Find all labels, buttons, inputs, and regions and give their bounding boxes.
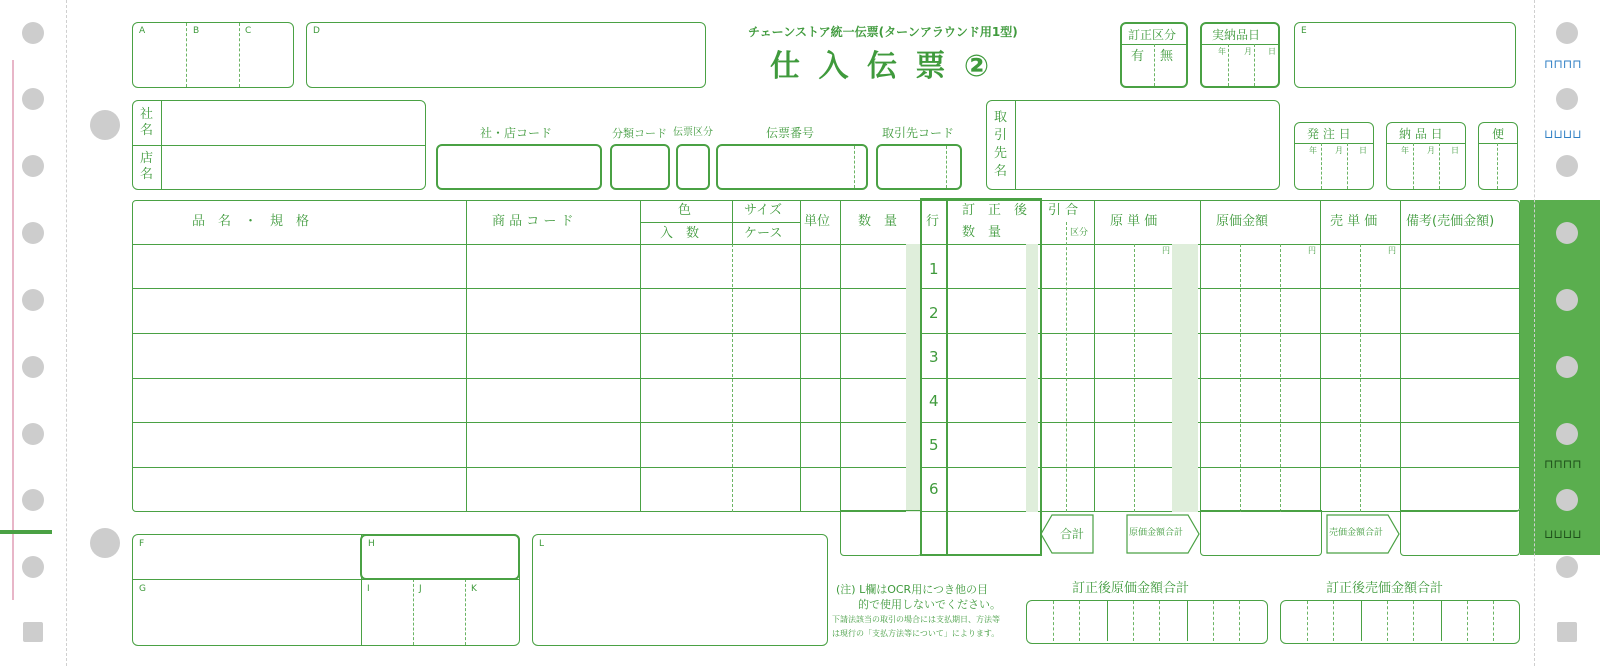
note-line-4: は現行の「支払方法等について」によります。 — [832, 629, 1000, 638]
left-pink-line — [12, 60, 14, 600]
slip-class-label: 伝票区分 — [673, 127, 713, 138]
h-box[interactable] — [360, 534, 520, 580]
note-line-1: (注) L欄はOCR用につき他の目 — [836, 583, 988, 596]
col-pull: 引 合 — [1048, 203, 1079, 218]
feed-hole — [22, 556, 44, 578]
corner-square — [1557, 622, 1577, 642]
corr-cost-total-field[interactable] — [1026, 600, 1268, 644]
company-label: 社名 — [140, 107, 154, 138]
sell-total-label: 売価金額合計 — [1329, 528, 1384, 538]
cost-total-label: 原価金額合計 — [1129, 528, 1184, 538]
col-quantity: 数 量 — [858, 214, 898, 229]
right-strip — [1534, 0, 1600, 666]
table-row-line — [132, 422, 1520, 423]
row-number-column — [920, 198, 948, 556]
feed-hole — [1556, 423, 1578, 445]
col-corrected-qty: 数 量 — [962, 225, 1002, 240]
feed-hole — [22, 489, 44, 511]
box-label-i: I — [367, 584, 370, 594]
box-label-k: K — [471, 584, 477, 594]
binding-hole — [90, 528, 120, 558]
corr-sell-total-label: 訂正後売価金額合計 — [1326, 581, 1444, 596]
perforation-line — [66, 0, 67, 666]
supplier-code-field[interactable] — [876, 144, 962, 190]
l-box[interactable] — [532, 534, 828, 646]
delivery-date-title: 納 品 日 — [1399, 127, 1443, 141]
form-subtitle: チェーンストア統一伝票(ターンアラウンド用1型) — [748, 25, 1018, 39]
cost-unit-shade — [1172, 244, 1198, 512]
row-number: 6 — [929, 480, 939, 498]
feed-hole — [1556, 489, 1578, 511]
e-box[interactable] — [1294, 22, 1516, 88]
box-label-l: L — [539, 539, 545, 549]
corr-sell-total-field[interactable] — [1280, 600, 1520, 644]
yen-mark: 円 — [1162, 246, 1170, 255]
left-strip — [0, 0, 66, 666]
slip-no-label: 伝票番号 — [766, 126, 815, 140]
feed-hole — [22, 222, 44, 244]
yen-mark: 円 — [1388, 246, 1396, 255]
col-cost-amount: 原価金額 — [1216, 214, 1269, 229]
order-date-box[interactable]: 発 注 日 年 月 日 — [1294, 122, 1374, 190]
supplier-name-label: 取引先名 — [994, 110, 1008, 179]
corner-square — [23, 622, 43, 642]
feed-hole — [1556, 556, 1578, 578]
company-store-box[interactable] — [132, 100, 426, 190]
col-pull-class: 区分 — [1070, 228, 1089, 238]
row-number: 2 — [929, 304, 939, 322]
row-number: 4 — [929, 392, 939, 410]
yen-mark: 円 — [1308, 246, 1316, 255]
total-button[interactable] — [1040, 514, 1094, 554]
row-number: 3 — [929, 348, 939, 366]
supplier-name-box[interactable] — [986, 100, 1280, 190]
order-date-title: 発 注 日 — [1307, 127, 1351, 141]
box-label-d: D — [313, 26, 320, 36]
col-product-code: 商 品 コ ー ド — [492, 214, 574, 229]
feed-hole — [1556, 88, 1578, 110]
d-box[interactable] — [306, 22, 706, 88]
col-remarks: 備考(売価金額) — [1406, 214, 1495, 229]
side-mark: ⊓⊓⊓⊓ — [1544, 57, 1582, 71]
box-label-j: J — [419, 584, 422, 594]
box-label-b: B — [193, 26, 200, 36]
col-row: 行 — [926, 214, 940, 229]
feed-hole — [1556, 222, 1578, 244]
col-corrected: 訂 正 後 — [962, 203, 1028, 218]
corrected-shade — [1026, 244, 1038, 512]
class-code-field[interactable] — [610, 144, 670, 190]
flight-label: 便 — [1492, 127, 1505, 141]
remarks-total-box[interactable] — [1400, 510, 1520, 556]
store-code-field[interactable] — [436, 144, 602, 190]
box-label-g: G — [139, 584, 146, 594]
side-mark: ⊔⊔⊔⊔ — [1544, 527, 1582, 541]
feed-hole — [22, 155, 44, 177]
col-size: サイズ — [744, 203, 782, 218]
store-code-label: 社・店コード — [480, 126, 553, 140]
box-label-h: H — [368, 539, 375, 549]
col-unit: 単位 — [804, 214, 831, 229]
feed-hole — [22, 423, 44, 445]
table-row-line — [132, 467, 1520, 468]
note-line-3: 下請法該当の取引の場合には支払期日、方法等 — [832, 615, 1000, 624]
perforation-line — [1534, 0, 1535, 666]
box-label-a: A — [139, 26, 146, 36]
side-mark: ⊔⊔⊔⊔ — [1544, 127, 1582, 141]
slip-class-field[interactable] — [676, 144, 710, 190]
store-label: 店名 — [140, 151, 154, 182]
side-mark: ⊓⊓⊓⊓ — [1544, 457, 1582, 471]
table-row-line — [132, 288, 1520, 289]
cost-amount-total-box[interactable] — [1200, 510, 1322, 556]
correction-box[interactable] — [1120, 22, 1188, 88]
box-label-f: F — [139, 539, 145, 549]
slip-no-field[interactable] — [716, 144, 868, 190]
abc-box[interactable] — [132, 22, 294, 88]
sell-total-button[interactable] — [1326, 514, 1400, 554]
box-label-c: C — [245, 26, 252, 36]
row-number: 1 — [929, 260, 939, 278]
feed-hole — [1556, 356, 1578, 378]
table-row-line — [132, 333, 1520, 334]
corr-cost-total-label: 訂正後原価金額合計 — [1072, 581, 1190, 596]
col-color: 色 — [678, 203, 692, 218]
col-sell-unit: 売 単 価 — [1330, 214, 1378, 229]
feed-hole — [22, 289, 44, 311]
col-name-spec: 品 名 ・ 規 格 — [192, 214, 310, 229]
note-line-2: 的で使用しないでください。 — [858, 598, 1001, 611]
cost-total-button[interactable] — [1126, 514, 1200, 554]
actual-delivery-box[interactable]: 実納品日 年 月 日 — [1200, 22, 1280, 88]
total-label: 合計 — [1060, 527, 1085, 541]
flight-box[interactable] — [1478, 122, 1518, 190]
correction-title: 訂正区分 — [1128, 28, 1177, 42]
binding-hole — [90, 110, 120, 140]
delivery-date-box[interactable]: 納 品 日 年 月 日 — [1386, 122, 1466, 190]
feed-hole — [1556, 289, 1578, 311]
feed-hole — [22, 88, 44, 110]
feed-hole — [22, 356, 44, 378]
left-green-tick — [0, 530, 52, 534]
col-pieces: 入 数 — [660, 226, 700, 241]
col-case: ケース — [744, 226, 783, 241]
actual-delivery-title: 実納品日 — [1212, 28, 1261, 42]
feed-hole — [1556, 155, 1578, 177]
box-label-e: E — [1301, 26, 1307, 36]
correction-yes: 有 — [1131, 49, 1145, 64]
col-cost-unit: 原 単 価 — [1110, 214, 1158, 229]
supplier-code-label: 取引先コード — [882, 126, 955, 140]
class-code-label: 分類コード — [612, 127, 667, 140]
table-row-line — [132, 378, 1520, 379]
form-title: 仕 入 伝 票 ② — [770, 49, 994, 84]
row-number: 5 — [929, 436, 939, 454]
feed-hole — [22, 22, 44, 44]
feed-hole — [1556, 22, 1578, 44]
qty-total-box[interactable] — [840, 510, 922, 556]
correction-no: 無 — [1160, 49, 1174, 64]
qty-shade — [906, 244, 920, 512]
